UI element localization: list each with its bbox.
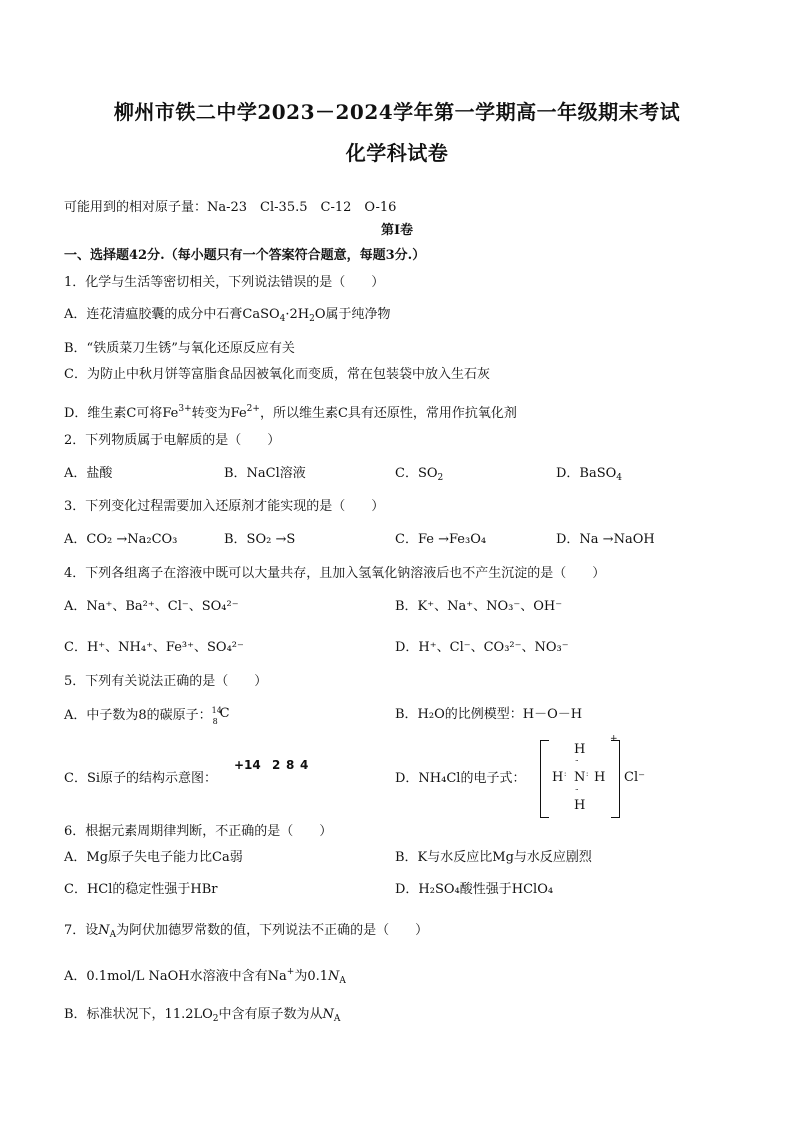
atom-h-left: H bbox=[552, 770, 564, 785]
atom-h-right: H bbox=[594, 770, 606, 785]
question-6-option-d: D．H₂SO₄酸性强于HClO₄ bbox=[395, 882, 554, 897]
electron-pair-top: ·· bbox=[575, 757, 578, 765]
question-6-stem: 6．根据元素周期律判断，不正确的是（ ） bbox=[64, 824, 333, 839]
section-heading: 一、选择题42分.（每小题只有一个答案符合题意，每题3分.） bbox=[64, 248, 426, 263]
question-1-option-a: A．连花清瘟胶囊的成分中石膏$CaSO_4\cdot 2H_2O$属于纯净物 bbox=[64, 307, 391, 324]
chloride-anion: Cl⁻ bbox=[624, 770, 645, 785]
question-1-option-b: B．“铁质菜刀生锈”与氧化还原反应有关 bbox=[64, 341, 295, 356]
question-1-option-d: D．维生素C可将$Fe^{3+}$转变为$Fe^{2+}$，所以维生素C具有还原性，常用作抗氧化剂 bbox=[64, 404, 517, 421]
left-bracket bbox=[540, 740, 549, 818]
si-atom-structure-diagram bbox=[234, 756, 324, 786]
question-5-option-b: B．H₂O的比例模型：H－O－H bbox=[395, 707, 583, 722]
question-2-option-d: D．BaSO$_4$ bbox=[556, 466, 623, 483]
question-7-stem: 7．设$N_A$为阿伏加德罗常数的值，下列说法不正确的是（ ） bbox=[64, 923, 429, 940]
electron-pair-left: : bbox=[564, 770, 566, 778]
question-3-stem: 3．下列变化过程需要加入还原剂才能实现的是（ ） bbox=[64, 499, 385, 514]
question-6-option-c: C．HCl的稳定性强于HBr bbox=[64, 882, 218, 897]
electron-pair-right: : bbox=[586, 770, 588, 778]
exam-subtitle: 化学科试卷 bbox=[345, 141, 449, 165]
question-1-option-c: C．为防止中秋月饼等富脂食品因被氧化而变质，常在包装袋中放入生石灰 bbox=[64, 367, 490, 382]
question-4-option-b: B．K⁺、Na⁺、NO₃⁻、OH⁻ bbox=[395, 599, 563, 614]
question-7-option-a: A．0.1mol/L NaOH水溶液中含有Na+为$0.1N_A$ bbox=[64, 967, 346, 986]
question-5-stem: 5．下列有关说法正确的是（ ） bbox=[64, 674, 268, 689]
question-5-option-c: C．Si原子的结构示意图： bbox=[64, 771, 218, 786]
question-7-option-b: B．标准状况下，$11.2LO_2$中含有原子数为从$N_A$ bbox=[64, 1007, 341, 1024]
question-4-stem: 4．下列各组离子在溶液中既可以大量共存，且加入氢氧化钠溶液后也不产生沉淀的是（ ） bbox=[64, 566, 606, 581]
question-2-option-b: B．NaCl溶液 bbox=[224, 466, 306, 481]
question-3-option-a: A．CO₂ →Na₂CO₃ bbox=[64, 532, 178, 547]
atom-h-bottom: H bbox=[574, 798, 586, 813]
question-4-option-a: A．Na⁺、Ba²⁺、Cl⁻、SO₄²⁻ bbox=[64, 599, 239, 614]
cation-charge: + bbox=[610, 734, 618, 744]
question-2-stem: 2．下列物质属于电解质的是（ ） bbox=[64, 433, 281, 448]
shell-2-count: 8 bbox=[286, 758, 295, 772]
volume-label: 第Ⅰ卷 bbox=[380, 223, 414, 238]
atom-h-top: H bbox=[574, 742, 586, 757]
question-6-option-b: B．K与水反应比Mg与水反应剧烈 bbox=[395, 850, 592, 865]
question-3-option-c: C．Fe →Fe₃O₄ bbox=[395, 532, 487, 547]
question-2-option-a: A．盐酸 bbox=[64, 466, 113, 481]
question-5-option-a: A．中子数为8的碳原子： 14 8 C bbox=[64, 706, 230, 726]
right-bracket bbox=[611, 740, 620, 818]
question-1-stem: 1．化学与生活等密切相关，下列说法错误的是（ ） bbox=[64, 275, 385, 290]
atomic-masses-note: 可能用到的相对原子量：Na-23 Cl-35.5 C-12 O-16 bbox=[64, 200, 397, 215]
exam-title: 柳州市铁二中学2023－2024学年第一学期高一年级期末考试 bbox=[113, 100, 681, 124]
question-4-option-d: D．H⁺、Cl⁻、CO₃²⁻、NO₃⁻ bbox=[395, 640, 569, 655]
atom-n-center: N bbox=[574, 770, 586, 785]
shell-1-count: 2 bbox=[272, 758, 281, 772]
carbon-nuclide-notation: 14 8 C bbox=[211, 706, 230, 726]
shell-3-count: 4 bbox=[300, 758, 309, 772]
question-4-option-c: C．H⁺、NH₄⁺、Fe³⁺、SO₄²⁻ bbox=[64, 640, 244, 655]
question-6-option-a: A．Mg原子失电子能力比Ca弱 bbox=[64, 850, 243, 865]
question-5-option-d: D．NH₄Cl的电子式： bbox=[395, 771, 526, 786]
nucleus-label: +14 bbox=[234, 758, 261, 772]
nh4-electron-formula bbox=[540, 734, 645, 818]
electron-pair-bottom: ·· bbox=[575, 786, 578, 794]
question-3-option-d: D．Na →NaOH bbox=[556, 532, 655, 547]
question-2-option-c: C．$SO_2$ bbox=[395, 466, 444, 483]
question-3-option-b: B．SO₂ →S bbox=[224, 532, 296, 547]
